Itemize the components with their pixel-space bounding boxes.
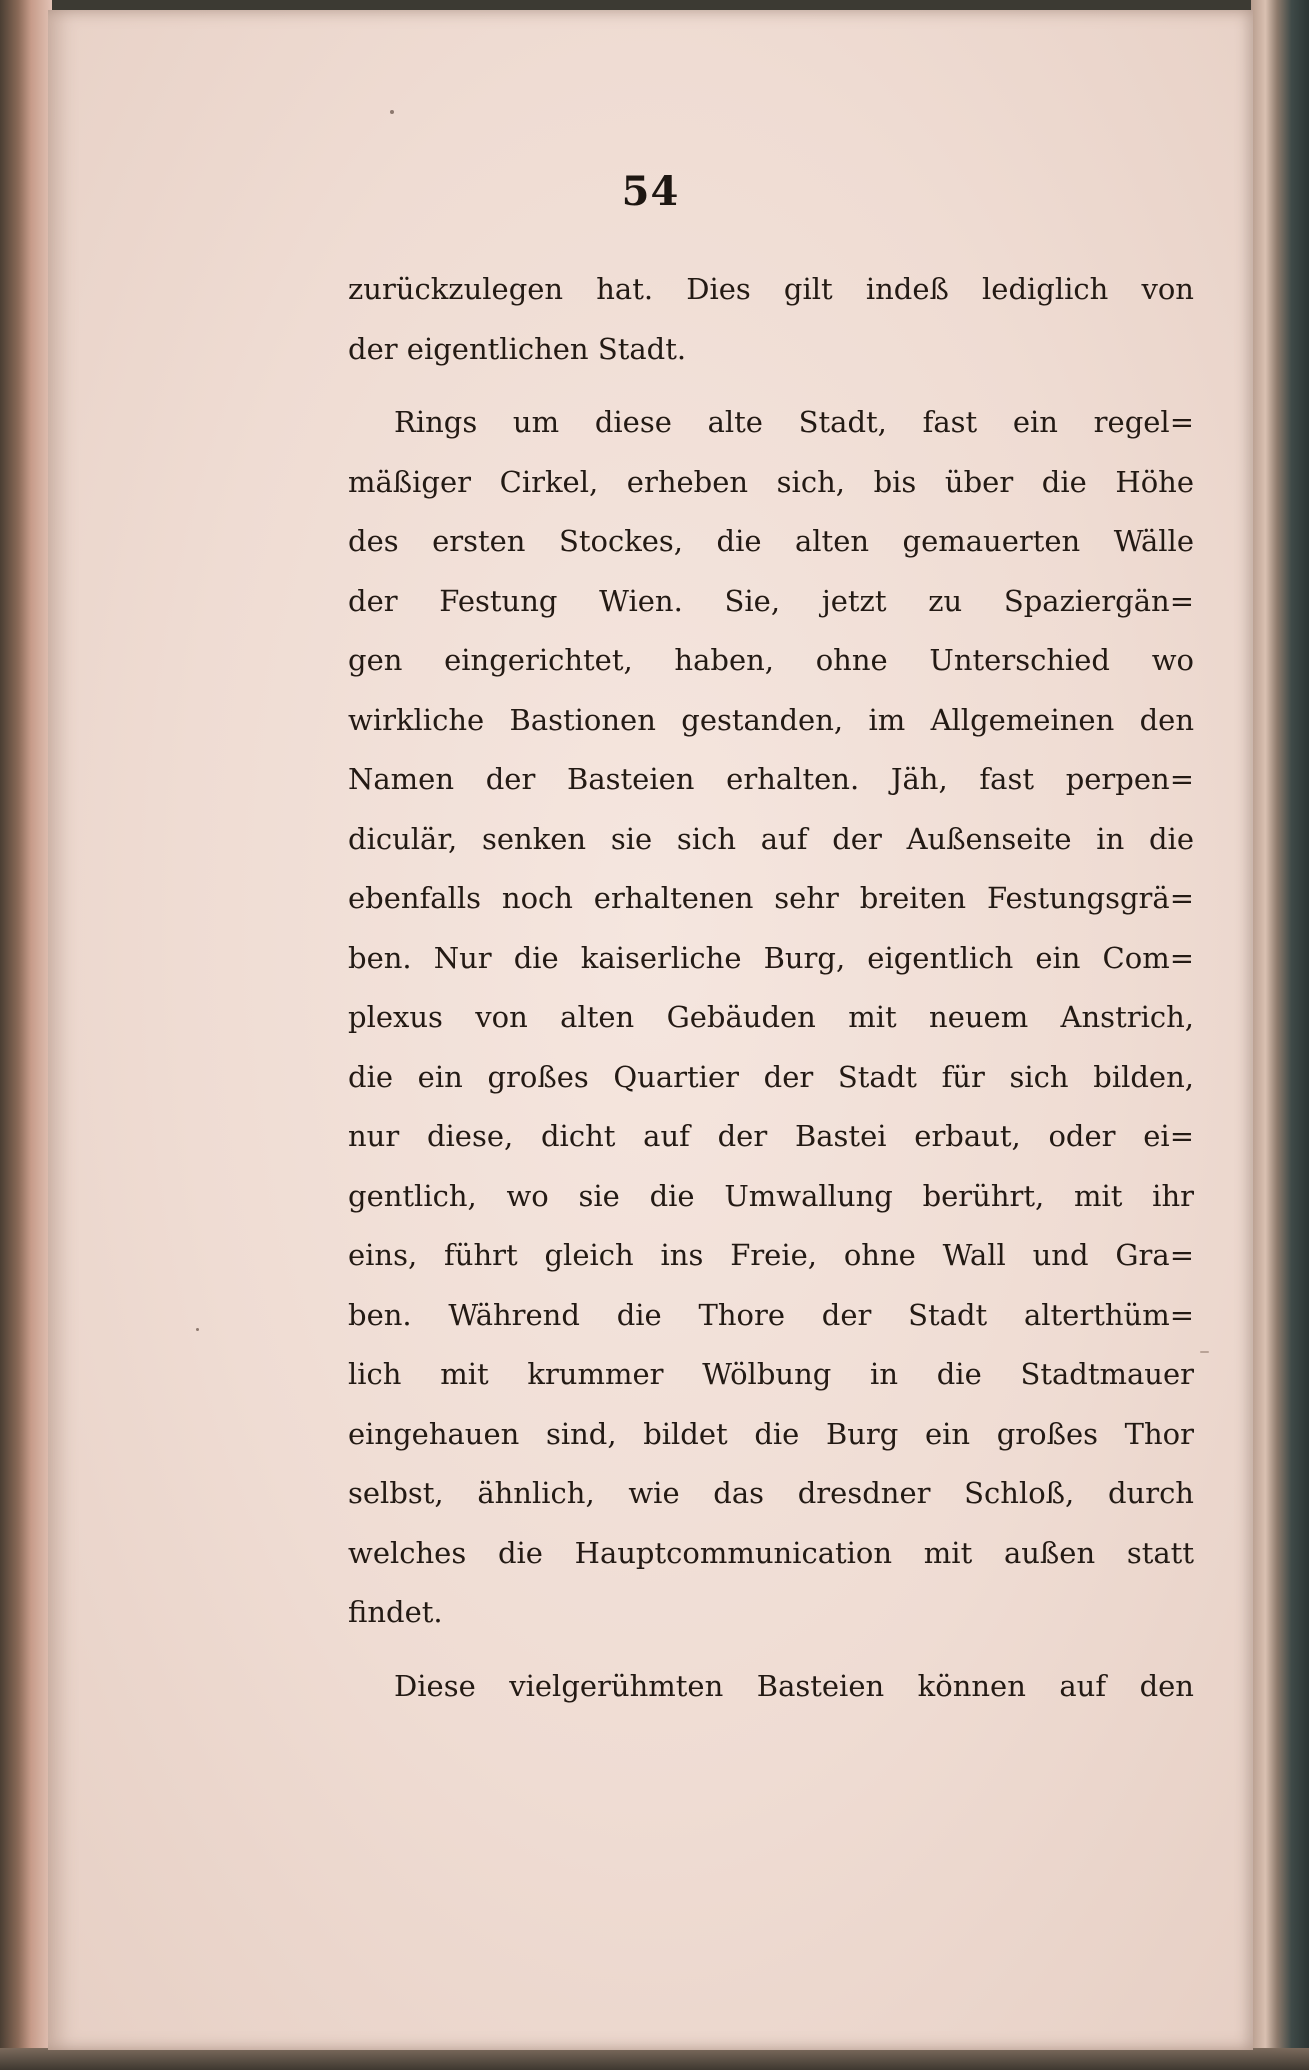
- book-top-edge: [0, 0, 1309, 10]
- paragraph: [348, 260, 1194, 379]
- text-line: selbst, ähnlich, wie das dresdner Schloß, durch: [348, 1476, 1194, 1510]
- book-right-page-edges: [1251, 0, 1309, 2070]
- text-line: des ersten Stockes, die alten gemauerten Wälle: [348, 524, 1194, 558]
- text-line: gentlich, wo sie die Umwallung berührt, mit ihr: [348, 1178, 1194, 1213]
- text-line: ben. Nur die kaiserliche Burg, eigentlich ein Com=: [348, 940, 1194, 975]
- text-line: eingehauen sind, bildet die Burg ein großes Thor: [348, 1416, 1194, 1451]
- text-line: wirkliche Bastionen gestanden, im Allgemeinen den: [348, 702, 1194, 737]
- ink-speck: [390, 110, 394, 114]
- text-line: nur diese, dicht auf der Bastei erbaut, oder ei=: [348, 1119, 1194, 1153]
- text-line: gen eingerichtet, haben, ohne Unterschied wo: [348, 643, 1194, 677]
- text-line: zurückzulegen hat. Dies gilt indeß lediglich von: [348, 272, 1194, 306]
- text-line: welches die Hauptcommunication mit außen statt: [348, 1535, 1194, 1570]
- page-number: 54: [621, 168, 680, 215]
- text-line: Rings um diese alte Stadt, fast ein regel=: [394, 405, 1194, 439]
- text-line: mäßiger Cirkel, erheben sich, bis über die Höhe: [348, 464, 1194, 499]
- paragraph: [348, 393, 1194, 1643]
- text-line: Diese vielgerühmten Basteien können auf den: [394, 1668, 1194, 1703]
- text-line: findet.: [348, 1595, 443, 1629]
- book-page: [48, 10, 1253, 2050]
- book-bottom-edge: [0, 2048, 1309, 2070]
- text-line: plexus von alten Gebäuden mit neuem Anstrich,: [348, 1000, 1194, 1034]
- text-line: der Festung Wien. Sie, jetzt zu Spaziergän=: [348, 583, 1194, 618]
- text-line: ben. Während die Thore der Stadt alterthüm=: [348, 1297, 1194, 1332]
- paper-mark: [1200, 1351, 1209, 1353]
- text-line: ebenfalls noch erhaltenen sehr breiten Festungsgrä=: [348, 881, 1194, 915]
- text-line: lich mit krummer Wölbung in die Stadtmauer: [348, 1357, 1194, 1391]
- text-line: diculär, senken sie sich auf der Außenseite in die: [348, 821, 1194, 856]
- book-left-edge: [0, 0, 52, 2070]
- ink-speck: [196, 1328, 199, 1331]
- text-line: eins, führt gleich ins Freie, ohne Wall und Gra=: [348, 1238, 1194, 1272]
- body-text: [348, 260, 1194, 1716]
- text-line: der eigentlichen Stadt.: [348, 331, 687, 366]
- paragraph: [348, 1657, 1194, 1717]
- text-line: Namen der Basteien erhalten. Jäh, fast perpen=: [348, 762, 1194, 796]
- text-line: die ein großes Quartier der Stadt für sich bilden,: [348, 1059, 1194, 1094]
